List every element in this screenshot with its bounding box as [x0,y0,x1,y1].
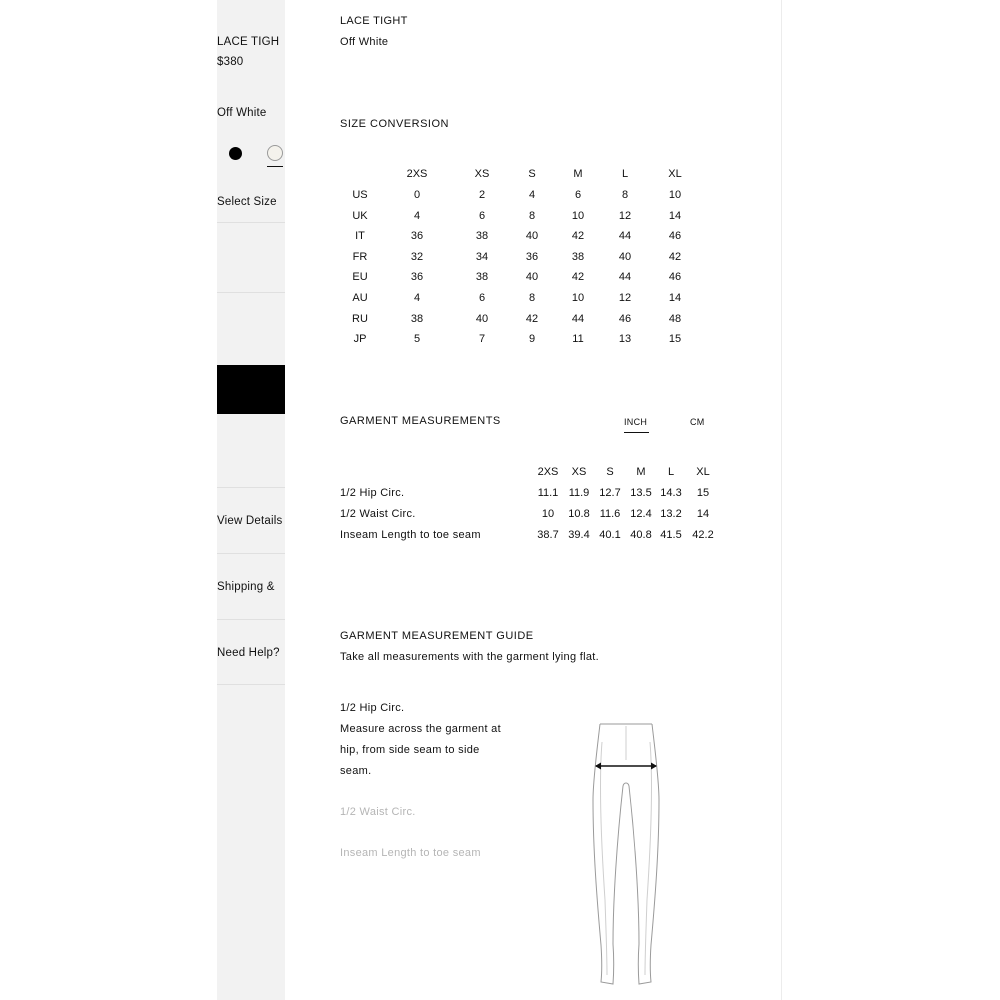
size-conversion-column-header: L [621,168,629,180]
garment-measurements-row-label: Inseam Length to toe seam [340,529,481,541]
measure-arrow-icon [595,763,657,770]
size-conversion-column-header: 2XS [406,168,428,180]
size-conversion-cell: 7 [478,333,486,346]
garment-measurements-cell: 10.8 [568,508,590,520]
size-conversion-cell: 36 [410,230,424,243]
size-conversion-cell: 2 [478,189,486,201]
garment-measurements-cell: 12.4 [630,508,652,520]
swatch-black-icon[interactable] [229,147,242,160]
garment-measurements-column-header: S [606,466,614,478]
garment-measurements-row-label: 1/2 Waist Circ. [340,508,416,520]
size-conversion-cell: 12 [618,292,632,304]
garment-measurements-cell: 39.4 [568,529,590,541]
size-conversion-cell: 38 [571,250,585,263]
size-conversion-cell: 42 [525,312,539,325]
garment-measurements-cell: 42.2 [692,529,714,541]
size-conversion-cell: 15 [668,333,682,346]
size-conversion-cell: 11 [572,333,584,346]
garment-measurements-cell: 38.7 [537,529,559,541]
swatch-off-white-icon[interactable] [267,145,283,161]
divider [217,487,285,488]
sidebar-color-label: Off White [217,107,267,119]
size-conversion-cell: 36 [410,271,424,284]
divider [217,222,285,223]
size-conversion-cell: 40 [525,271,539,284]
size-conversion-cell: 38 [475,230,489,243]
need-help-link[interactable]: Need Help? [217,647,280,659]
guide-item-hip-desc-line: Measure across the garment at [340,723,501,735]
select-size-label[interactable]: Select Size [217,196,277,208]
garment-measurements-cell: 13.2 [660,508,682,520]
garment-measurements-cell: 12.7 [599,487,621,499]
garment-measurements-cell: 14.3 [660,487,682,499]
divider [217,684,285,685]
size-conversion-cell: 12 [618,209,632,222]
garment-measurements-cell: 11.1 [537,487,559,499]
size-conversion-cell: 8 [621,189,629,201]
divider [217,292,285,293]
size-conversion-cell: 8 [528,209,536,222]
measurement-guide-heading: GARMENT MEASUREMENT GUIDE [340,630,534,642]
unit-selected-underline [624,432,649,433]
garment-measurements-heading: GARMENT MEASUREMENTS [340,415,501,427]
size-conversion-cell: 40 [475,312,489,325]
size-conversion-cell: 13 [618,333,632,346]
size-conversion-cell: 36 [525,250,539,263]
size-conversion-cell: 42 [668,250,682,263]
garment-measurements-row-label: 1/2 Hip Circ. [340,487,405,499]
size-conversion-cell: 10 [571,292,585,304]
product-sidebar [217,0,285,1000]
size-conversion-cell: 44 [571,312,585,325]
swatch-selected-underline [267,166,283,167]
size-conversion-column-header: S [528,168,536,180]
size-conversion-column-header: XL [668,168,682,180]
unit-toggle-inch[interactable]: INCH [624,417,648,427]
size-conversion-cell: 8 [528,292,536,304]
measurement-guide-subtitle: Take all measurements with the garment lying flat. [340,651,599,663]
size-conversion-cell: 46 [618,312,632,325]
modal-product-color: Off White [340,36,389,48]
shipping-link[interactable]: Shipping & [217,581,275,593]
size-conversion-cell: 34 [475,250,489,263]
size-conversion-cell: 6 [478,292,486,304]
size-conversion-row-label: US [352,189,368,201]
size-conversion-cell: 4 [528,189,536,201]
size-conversion-cell: 5 [413,333,421,346]
garment-measurements-cell: 14 [696,508,710,520]
size-conversion-row-label: UK [352,209,368,222]
size-conversion-column-header: M [573,168,583,180]
size-conversion-cell: 42 [571,230,585,243]
garment-measurements-cell: 40.8 [630,529,652,541]
size-conversion-cell: 44 [618,271,632,284]
garment-measurements-cell: 40.1 [599,529,621,541]
size-conversion-cell: 10 [668,189,682,201]
garment-measurements-column-header: L [667,466,675,478]
size-conversion-row-label: RU [352,312,368,325]
size-conversion-row-label: IT [355,230,365,243]
garment-measurements-column-header: XL [696,466,710,478]
size-conversion-cell: 38 [410,312,424,325]
garment-measurements-cell: 41.5 [660,529,682,541]
size-conversion-cell: 0 [413,189,421,201]
size-conversion-cell: 14 [668,209,682,222]
size-guide-modal [285,0,782,1000]
size-conversion-cell: 32 [410,250,424,263]
garment-measurements-column-header: M [636,466,646,478]
garment-measurements-cell: 11.6 [599,508,621,520]
size-conversion-cell: 4 [413,209,421,222]
size-conversion-column-header: XS [474,168,490,180]
sidebar-product-name: LACE TIGH [217,36,280,48]
divider [217,553,285,554]
size-conversion-cell: 6 [574,189,582,201]
size-conversion-cell: 42 [571,271,585,284]
size-conversion-row-label: AU [352,292,368,304]
modal-product-name: LACE TIGHT [340,15,408,27]
size-conversion-cell: 46 [668,230,682,243]
guide-item-hip-desc-line: hip, from side seam to side [340,744,480,756]
garment-measurements-cell: 13.5 [630,487,652,499]
divider [217,619,285,620]
guide-item-inseam[interactable]: Inseam Length to toe seam [340,847,481,859]
size-conversion-cell: 38 [475,271,489,284]
size-conversion-cell: 40 [525,230,539,243]
size-conversion-cell: 14 [668,292,682,304]
unit-toggle-cm[interactable]: CM [690,417,705,427]
size-conversion-cell: 44 [618,230,632,243]
tights-diagram-icon [583,720,665,990]
add-to-bag-button[interactable] [217,365,285,414]
garment-measurements-column-header: 2XS [537,466,559,478]
garment-measurements-cell: 15 [696,487,710,499]
size-conversion-cell: 6 [478,209,486,222]
size-conversion-row-label: EU [352,271,368,284]
size-conversion-cell: 48 [668,312,682,325]
size-conversion-cell: 40 [618,250,632,263]
size-conversion-cell: 10 [571,209,585,222]
guide-item-waist[interactable]: 1/2 Waist Circ. [340,806,416,818]
guide-item-hip-title[interactable]: 1/2 Hip Circ. [340,702,405,714]
garment-measurements-cell: 10 [541,508,555,520]
garment-measurements-cell: 11.9 [568,487,590,499]
guide-item-hip-desc-line: seam. [340,765,372,777]
garment-measurements-column-header: XS [571,466,587,478]
size-conversion-cell: 46 [668,271,682,284]
sidebar-price: $380 [217,56,244,68]
size-conversion-heading: SIZE CONVERSION [340,118,449,130]
size-conversion-row-label: JP [353,333,367,346]
view-details-link[interactable]: View Details [217,515,283,527]
size-conversion-cell: 9 [528,333,536,346]
size-conversion-row-label: FR [352,250,368,263]
size-conversion-cell: 4 [413,292,421,304]
